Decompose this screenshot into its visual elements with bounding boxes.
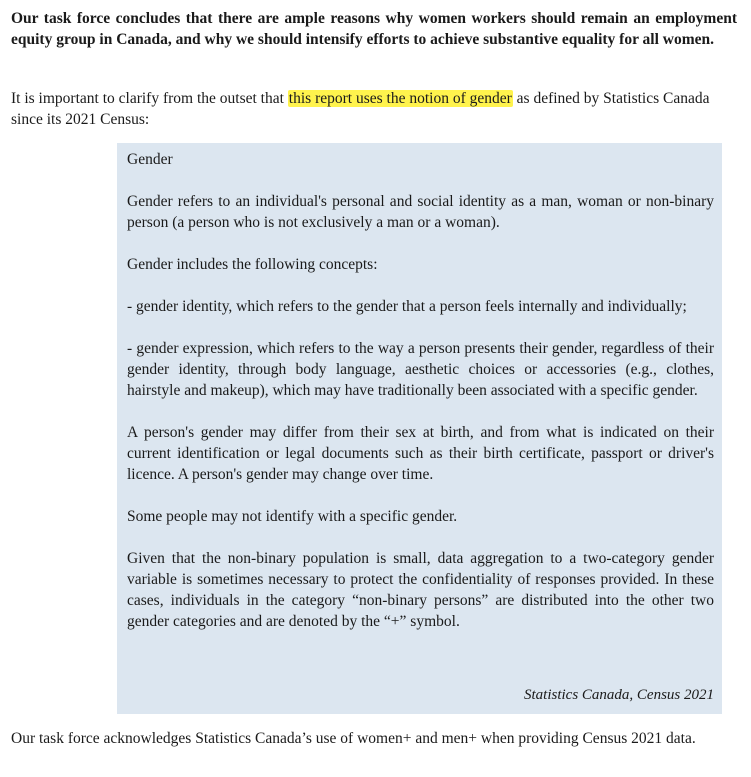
definition-title: Gender bbox=[127, 151, 173, 168]
definition-paragraph: Some people may not identify with a specific gender. bbox=[127, 508, 458, 525]
definition-list-item: - gender expression, which refers to the way a person presents their gender, regardless of their gender identity, through body language, aesthetic choices or accessories (e.g., clothes, hairstyle and makeup), which may have traditionally been associated with a specific gender. bbox=[127, 340, 714, 399]
definition-list-item: - gender identity, which refers to the gender that a person feels internally and individually; bbox=[127, 298, 687, 315]
lead-paragraph: Our task force concludes that there are ample reasons why women workers should remain an employment equity group in Canada, and why we should intensify efforts to achieve substantive equality for all women. bbox=[11, 10, 737, 48]
intro-paragraph bbox=[11, 88, 737, 130]
highlighted-phrase: this report uses the notion of gender bbox=[288, 90, 512, 107]
source-citation: Statistics Canada, Census 2021 bbox=[523, 687, 714, 703]
definition-paragraph: Gender refers to an individual's personal and social identity as a man, woman or non-binary person (a person who is not exclusively a man or a woman). bbox=[127, 193, 714, 231]
closing-paragraph: Our task force acknowledges Statistics Canada’s use of women+ and men+ when providing Census 2021 data. bbox=[11, 730, 696, 747]
definition-paragraph: Gender includes the following concepts: bbox=[127, 256, 378, 273]
gender-definition-box bbox=[117, 143, 722, 714]
definition-paragraph: Given that the non-binary population is small, data aggregation to a two-category gender variable is sometimes necessary to protect the confidentiality of responses provided. In these cases, individuals in the category “non-binary persons” are distributed into the other two gender categories and are denoted by the “+” symbol. bbox=[127, 550, 714, 630]
intro-text-before: It is important to clarify from the outset that bbox=[11, 90, 288, 107]
definition-paragraph: A person's gender may differ from their sex at birth, and from what is indicated on their current identification or legal documents such as their birth certificate, passport or driver's licence. A person's gender may change over time. bbox=[127, 424, 714, 483]
intro-text-after: as defined by Statistics Canada since its 2021 Census: bbox=[11, 90, 710, 128]
